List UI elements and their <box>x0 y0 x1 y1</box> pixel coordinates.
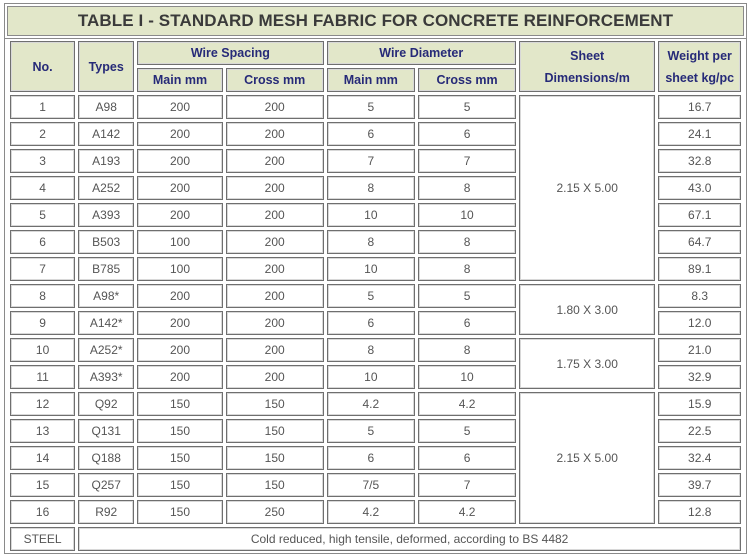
cell-spacing-cross: 150 <box>226 419 324 443</box>
table-row <box>10 338 741 362</box>
header-spacing-cross: Cross mm <box>226 68 324 92</box>
cell-diameter-main: 5 <box>327 284 416 308</box>
cell-diameter-cross: 5 <box>418 419 516 443</box>
cell-type: A252* <box>78 338 134 362</box>
cell-spacing-main: 150 <box>137 446 223 470</box>
header-weight-line1: Weight per <box>667 48 732 63</box>
cell-spacing-cross: 200 <box>226 365 324 389</box>
header-no: No. <box>10 41 75 92</box>
cell-diameter-cross: 8 <box>418 257 516 281</box>
cell-no: 7 <box>10 257 75 281</box>
cell-sheet-dimensions: 1.75 X 3.00 <box>519 338 655 389</box>
footer-row <box>10 527 741 551</box>
cell-spacing-main: 200 <box>137 176 223 200</box>
cell-type: Q257 <box>78 473 134 497</box>
cell-diameter-main: 5 <box>327 419 416 443</box>
header-wire-diameter: Wire Diameter <box>327 41 516 65</box>
cell-sheet-dimensions: 1.80 X 3.00 <box>519 284 655 335</box>
header-sheet-line1: Sheet <box>570 48 605 63</box>
cell-no: 14 <box>10 446 75 470</box>
cell-diameter-cross: 6 <box>418 122 516 146</box>
cell-diameter-cross: 6 <box>418 446 516 470</box>
table-row <box>10 95 741 119</box>
cell-diameter-cross: 4.2 <box>418 392 516 416</box>
cell-diameter-main: 6 <box>327 122 416 146</box>
cell-sheet-dimensions: 2.15 X 5.00 <box>519 95 655 281</box>
cell-diameter-main: 8 <box>327 230 416 254</box>
cell-no: 6 <box>10 230 75 254</box>
cell-diameter-main: 10 <box>327 365 416 389</box>
cell-type: A252 <box>78 176 134 200</box>
steel-label: STEEL <box>10 527 75 551</box>
cell-spacing-main: 150 <box>137 473 223 497</box>
cell-weight: 89.1 <box>658 257 741 281</box>
cell-type: Q92 <box>78 392 134 416</box>
cell-spacing-cross: 200 <box>226 311 324 335</box>
header-sheet-line2: Dimensions/m <box>544 70 630 85</box>
cell-spacing-cross: 150 <box>226 446 324 470</box>
cell-spacing-main: 200 <box>137 122 223 146</box>
table-title: TABLE I - STANDARD MESH FABRIC FOR CONCRETE REINFORCEMENT <box>7 6 744 36</box>
cell-type: A142* <box>78 311 134 335</box>
mesh-fabric-table <box>7 38 744 554</box>
cell-diameter-cross: 10 <box>418 365 516 389</box>
cell-type: A98 <box>78 95 134 119</box>
steel-description: Cold reduced, high tensile, deformed, according to BS 4482 <box>78 527 741 551</box>
cell-spacing-cross: 200 <box>226 176 324 200</box>
cell-type: Q131 <box>78 419 134 443</box>
header-wire-spacing: Wire Spacing <box>137 41 323 65</box>
cell-spacing-main: 200 <box>137 338 223 362</box>
cell-spacing-main: 100 <box>137 230 223 254</box>
cell-diameter-main: 10 <box>327 257 416 281</box>
cell-weight: 21.0 <box>658 338 741 362</box>
cell-weight: 32.4 <box>658 446 741 470</box>
header-diameter-cross: Cross mm <box>418 68 516 92</box>
table-frame <box>4 39 747 554</box>
cell-diameter-cross: 5 <box>418 284 516 308</box>
cell-diameter-cross: 7 <box>418 149 516 173</box>
cell-no: 16 <box>10 500 75 524</box>
cell-diameter-main: 10 <box>327 203 416 227</box>
cell-diameter-main: 8 <box>327 338 416 362</box>
cell-no: 4 <box>10 176 75 200</box>
cell-no: 1 <box>10 95 75 119</box>
cell-spacing-main: 150 <box>137 500 223 524</box>
cell-type: R92 <box>78 500 134 524</box>
cell-spacing-cross: 250 <box>226 500 324 524</box>
cell-weight: 12.8 <box>658 500 741 524</box>
header-spacing-main: Main mm <box>137 68 223 92</box>
cell-no: 9 <box>10 311 75 335</box>
cell-type: A393* <box>78 365 134 389</box>
cell-diameter-main: 5 <box>327 95 416 119</box>
cell-spacing-main: 200 <box>137 95 223 119</box>
cell-weight: 43.0 <box>658 176 741 200</box>
cell-no: 3 <box>10 149 75 173</box>
cell-type: B785 <box>78 257 134 281</box>
cell-no: 2 <box>10 122 75 146</box>
cell-diameter-cross: 10 <box>418 203 516 227</box>
cell-type: Q188 <box>78 446 134 470</box>
cell-spacing-cross: 200 <box>226 230 324 254</box>
cell-spacing-main: 100 <box>137 257 223 281</box>
header-weight <box>658 41 741 92</box>
cell-spacing-cross: 200 <box>226 257 324 281</box>
cell-weight: 64.7 <box>658 230 741 254</box>
cell-diameter-main: 6 <box>327 311 416 335</box>
cell-spacing-cross: 200 <box>226 149 324 173</box>
header-diameter-main: Main mm <box>327 68 416 92</box>
cell-spacing-cross: 200 <box>226 338 324 362</box>
cell-weight: 8.3 <box>658 284 741 308</box>
cell-spacing-main: 200 <box>137 149 223 173</box>
cell-diameter-cross: 7 <box>418 473 516 497</box>
cell-spacing-cross: 200 <box>226 284 324 308</box>
cell-spacing-main: 200 <box>137 311 223 335</box>
cell-weight: 12.0 <box>658 311 741 335</box>
cell-diameter-main: 6 <box>327 446 416 470</box>
cell-diameter-main: 7/5 <box>327 473 416 497</box>
table-row <box>10 284 741 308</box>
header-weight-line2: sheet kg/pc <box>665 70 735 85</box>
cell-weight: 15.9 <box>658 392 741 416</box>
cell-no: 12 <box>10 392 75 416</box>
cell-no: 15 <box>10 473 75 497</box>
cell-spacing-main: 150 <box>137 419 223 443</box>
cell-no: 11 <box>10 365 75 389</box>
cell-diameter-main: 8 <box>327 176 416 200</box>
header-sheet-dimensions <box>519 41 655 92</box>
cell-diameter-main: 7 <box>327 149 416 173</box>
cell-weight: 32.8 <box>658 149 741 173</box>
cell-spacing-cross: 200 <box>226 122 324 146</box>
cell-weight: 24.1 <box>658 122 741 146</box>
cell-weight: 67.1 <box>658 203 741 227</box>
cell-weight: 16.7 <box>658 95 741 119</box>
cell-weight: 32.9 <box>658 365 741 389</box>
cell-diameter-main: 4.2 <box>327 500 416 524</box>
cell-spacing-cross: 150 <box>226 392 324 416</box>
cell-spacing-main: 200 <box>137 203 223 227</box>
cell-no: 8 <box>10 284 75 308</box>
cell-spacing-cross: 150 <box>226 473 324 497</box>
cell-weight: 39.7 <box>658 473 741 497</box>
cell-type: A142 <box>78 122 134 146</box>
cell-diameter-cross: 8 <box>418 230 516 254</box>
cell-no: 5 <box>10 203 75 227</box>
cell-spacing-main: 150 <box>137 392 223 416</box>
cell-spacing-main: 200 <box>137 365 223 389</box>
table-row <box>10 392 741 416</box>
cell-spacing-cross: 200 <box>226 203 324 227</box>
cell-sheet-dimensions: 2.15 X 5.00 <box>519 392 655 524</box>
cell-weight: 22.5 <box>658 419 741 443</box>
cell-diameter-main: 4.2 <box>327 392 416 416</box>
cell-type: B503 <box>78 230 134 254</box>
cell-diameter-cross: 5 <box>418 95 516 119</box>
cell-spacing-cross: 200 <box>226 95 324 119</box>
header-types: Types <box>78 41 134 92</box>
cell-diameter-cross: 6 <box>418 311 516 335</box>
title-frame <box>4 3 747 39</box>
cell-diameter-cross: 8 <box>418 338 516 362</box>
cell-type: A98* <box>78 284 134 308</box>
cell-spacing-main: 200 <box>137 284 223 308</box>
cell-type: A393 <box>78 203 134 227</box>
cell-no: 10 <box>10 338 75 362</box>
cell-diameter-cross: 4.2 <box>418 500 516 524</box>
cell-no: 13 <box>10 419 75 443</box>
cell-type: A193 <box>78 149 134 173</box>
cell-diameter-cross: 8 <box>418 176 516 200</box>
mesh-fabric-table-container <box>4 3 747 554</box>
